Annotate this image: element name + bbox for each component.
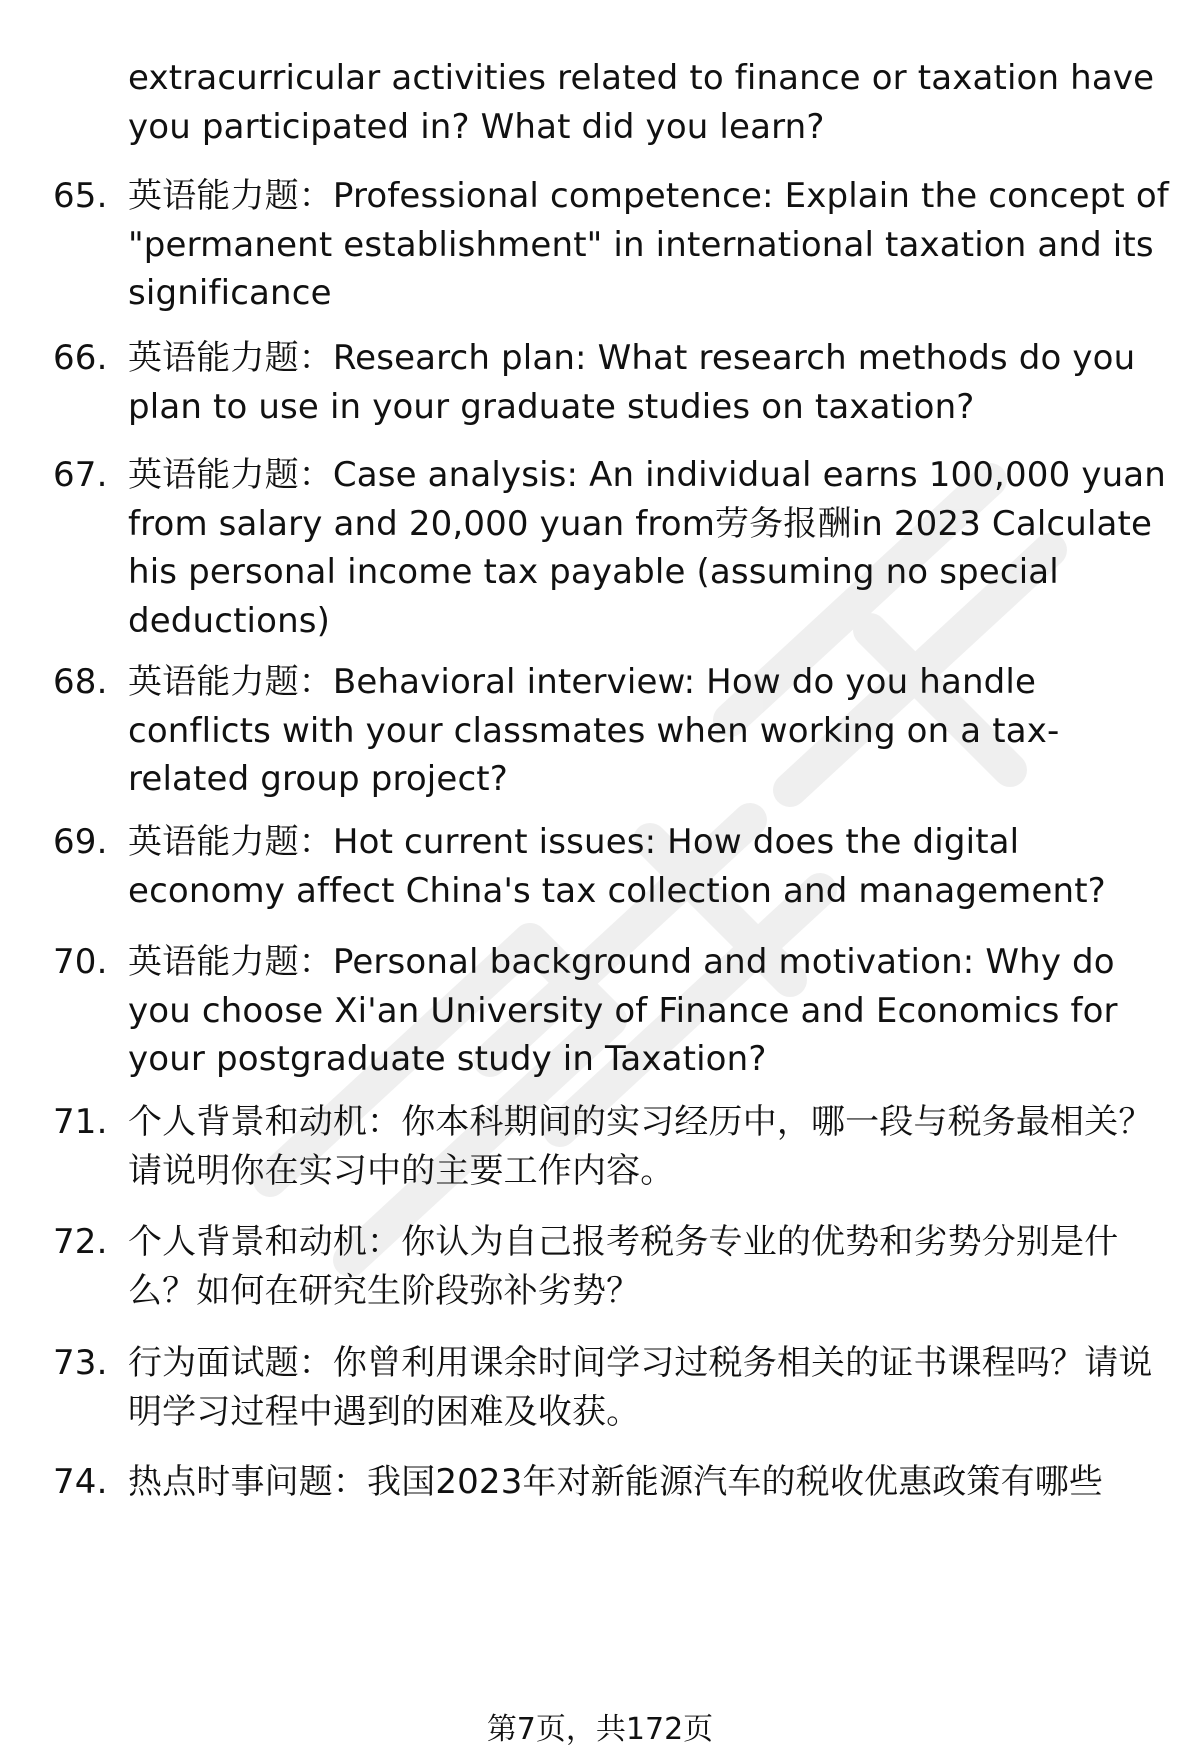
item-number: 66. [53,338,108,378]
page-number-footer: 第7页，共172页 [486,1712,714,1747]
item-text: 行为面试题：你曾利用课余时间学习过税务相关的证书课程吗？请说明学习过程中遇到的困难及收获。 [128,1343,1153,1432]
item-number: 74. [53,1462,108,1502]
item-text: 英语能力题：Behavioral interview: How do you handle conflicts with your classmates when working on a tax-related group project? [128,662,1060,799]
item-number: 71. [53,1102,108,1142]
item-text: 英语能力题：Hot current issues: How does the digital economy affect China's tax collection and management? [128,822,1106,911]
item-number: 72. [53,1222,108,1262]
item-text: 英语能力题：Research plan: What research methods do you plan to use in your graduate studies on taxation? [128,338,1136,427]
item-text: 英语能力题：Case analysis: An individual earns 100,000 yuan from salary and 20,000 yuan from劳务报酬in 2023 Calculate his personal income tax payable (assuming no special deductions) [128,455,1166,641]
item-text: 热点时事问题：我国2023年对新能源汽车的税收优惠政策有哪些 [128,1462,1104,1502]
item-text: 个人背景和动机：你本科期间的实习经历中，哪一段与税务最相关？请说明你在实习中的主要工作内容。 [128,1102,1153,1191]
item-text: 个人背景和动机：你认为自己报考税务专业的优势和劣势分别是什么？如何在研究生阶段弥补劣势？ [128,1222,1119,1311]
item-text: 英语能力题：Professional competence: Explain the concept of "permanent establishment" in international taxation and its significance [128,176,1169,313]
item-number: 67. [53,455,108,495]
item-number: 70. [53,942,108,982]
item-number: 65. [53,176,108,216]
item-text: extracurricular activities related to finance or taxation have you participated in? What did you learn? [128,58,1155,147]
item-text: 英语能力题：Personal background and motivation: Why do you choose Xi'an University of Finance and Economics for your postgraduate study in Taxation? [128,942,1118,1079]
item-number: 68. [53,662,108,702]
item-number: 73. [53,1343,108,1383]
item-number: 69. [53,822,108,862]
